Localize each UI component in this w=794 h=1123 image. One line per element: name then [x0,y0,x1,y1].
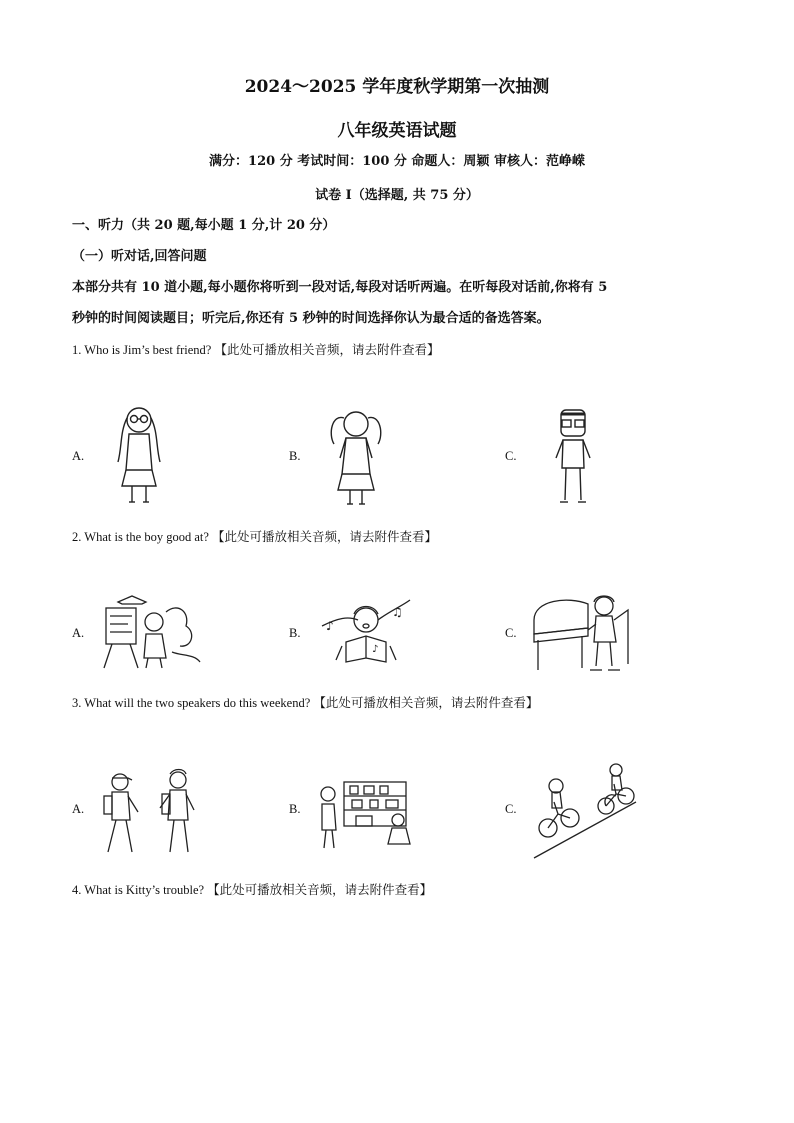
paper-heading: 试卷 I（选择题, 共 75 分） [315,188,479,203]
q3-option-a-label[interactable]: A. [72,802,85,816]
q2-option-c-label[interactable]: C. [505,626,517,640]
girl-with-glasses-icon[interactable] [112,402,166,506]
singing-boy-icon[interactable] [318,596,414,672]
q3-option-c-label[interactable]: C. [505,802,517,816]
q1-option-b-label[interactable]: B. [289,449,301,463]
exam-meta: 满分：120 分 考试时间：100 分 命题人：周颖 审核人：范峥嵘 [209,154,585,169]
piano-player-icon[interactable] [528,590,630,674]
instructions-line-1: 本部分共有 10 道小题,每小题你将听到一段对话,每段对话听两遍。在听每段对话前,你将有 5 [72,280,608,295]
question-3-text[interactable]: 3. What will the two speakers do this weekend? 【此处可播放相关音频，请去附件查看】 [72,696,539,710]
q2-option-b-label[interactable]: B. [289,626,301,640]
q1-option-c-label[interactable]: C. [505,449,517,463]
question-4-text[interactable]: 4. What is Kitty’s trouble? 【此处可播放相关音频，请去附件查看】 [72,883,433,897]
girl-with-pigtails-icon[interactable] [320,404,392,508]
question-2-text[interactable]: 2. What is the boy good at? 【此处可播放相关音频，请去附件查看】 [72,530,438,544]
q3-option-b-label[interactable]: B. [289,802,301,816]
svg-text:♪: ♪ [372,644,379,655]
hiking-boys-icon[interactable] [98,768,198,858]
svg-text:♫: ♫ [392,605,403,619]
part-title: （一）听对话,回答问题 [72,249,207,264]
cycling-icon[interactable] [530,762,640,862]
shopping-icon[interactable] [316,776,418,852]
q1-option-a-label[interactable]: A. [72,449,85,463]
exam-subtitle: 八年级英语试题 [337,121,457,141]
exam-title: 2024～2025 学年度秋学期第一次抽测 [244,77,550,97]
boy-with-glasses-icon[interactable] [548,402,598,506]
instructions-line-2: 秒钟的时间阅读题目；听完后,你还有 5 秒钟的时间选择你认为最合适的备选答案。 [72,311,550,326]
section-title: 一、听力（共 20 题,每小题 1 分,计 20 分） [72,218,336,233]
painting-easel-icon[interactable] [98,592,206,672]
question-1-text[interactable]: 1. Who is Jim’s best friend? 【此处可播放相关音频，请去附件查看】 [72,343,440,357]
q2-option-a-label[interactable]: A. [72,626,85,640]
svg-text:♪: ♪ [326,619,334,633]
